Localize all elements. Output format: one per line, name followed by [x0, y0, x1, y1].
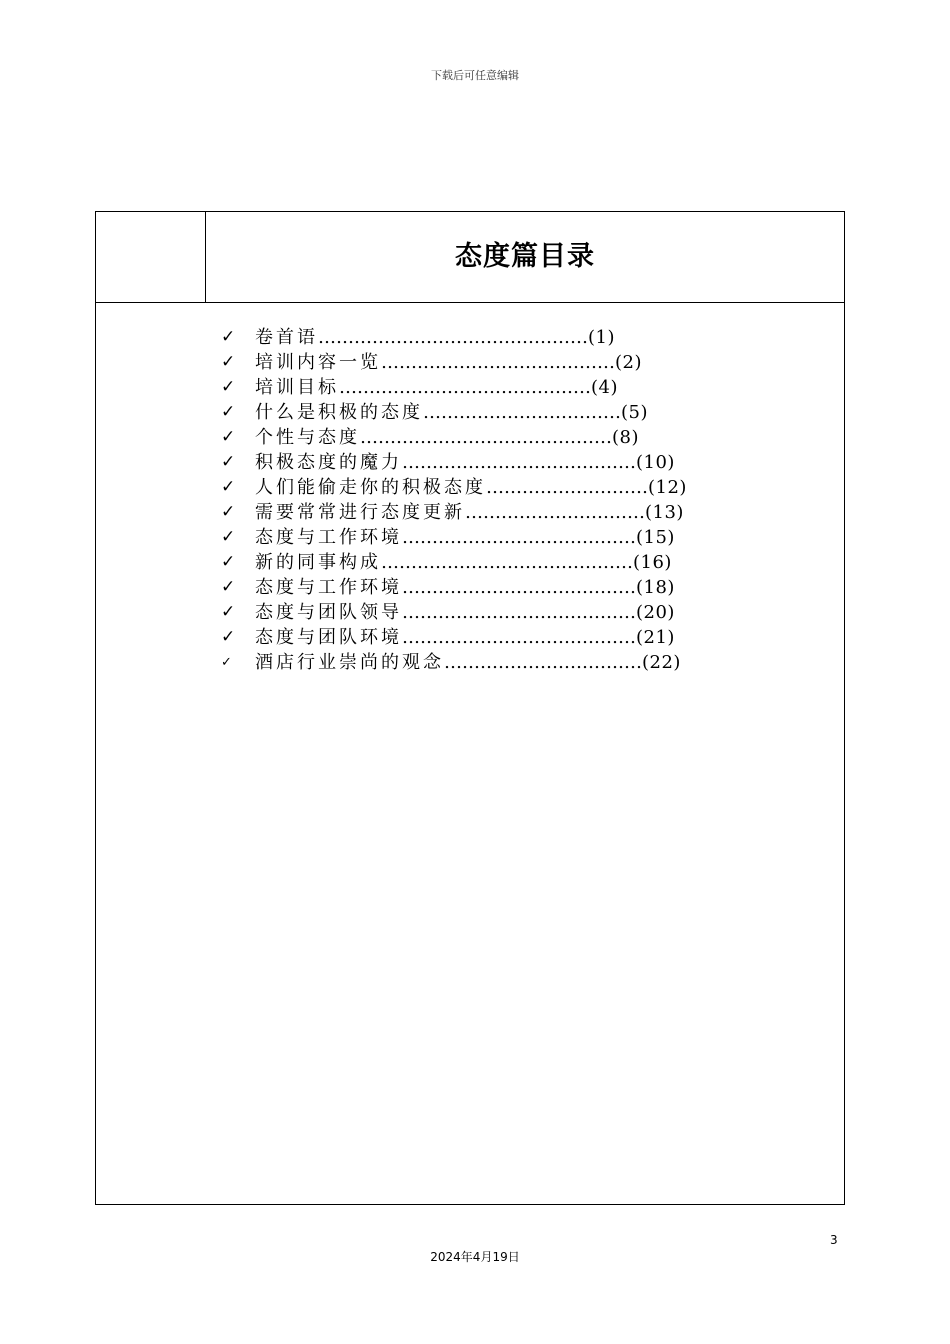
toc-label: 卷首语: [255, 327, 318, 348]
toc-label: 培训目标: [255, 377, 339, 398]
toc-leader: …………………………………: [381, 352, 615, 373]
checkmark-icon: ✓: [221, 452, 236, 472]
toc-leader: …………………………………: [402, 627, 636, 648]
table-of-contents: [221, 325, 741, 675]
toc-page: (18): [636, 577, 675, 598]
toc-item: [221, 450, 741, 475]
toc-leader: ……………………………………: [339, 377, 591, 398]
toc-leader: ……………………………: [423, 402, 621, 423]
toc-label: 态度与团队环境: [255, 627, 402, 648]
toc-page: (4): [591, 377, 618, 398]
checkmark-icon: ✓: [221, 402, 236, 422]
title-left-cell: [96, 212, 206, 302]
toc-label: 什么是积极的态度: [255, 402, 423, 423]
toc-item: [221, 400, 741, 425]
toc-page: (22): [642, 652, 681, 673]
toc-page: (12): [648, 477, 687, 498]
toc-page: (10): [636, 452, 675, 473]
toc-label: 新的同事构成: [255, 552, 381, 573]
toc-page: (5): [621, 402, 648, 423]
toc-item: [221, 650, 741, 675]
toc-leader: …………………………………: [402, 602, 636, 623]
toc-label: 培训内容一览: [255, 352, 381, 373]
toc-leader: …………………………: [465, 502, 645, 523]
title-row: [96, 212, 844, 303]
toc-item: [221, 500, 741, 525]
checkmark-icon: ✓: [221, 655, 232, 670]
toc-item: [221, 325, 741, 350]
toc-page: (20): [636, 602, 675, 623]
toc-page: (21): [636, 627, 675, 648]
checkmark-icon: ✓: [221, 477, 236, 497]
checkmark-icon: ✓: [221, 502, 236, 522]
toc-label: 态度与工作环境: [255, 527, 402, 548]
toc-leader: ……………………………………: [381, 552, 633, 573]
checkmark-icon: ✓: [221, 552, 236, 572]
toc-item: [221, 475, 741, 500]
toc-leader: ……………………………………: [360, 427, 612, 448]
toc-label: 酒店行业崇尚的观念: [255, 652, 444, 673]
checkmark-icon: ✓: [221, 427, 236, 447]
toc-page: (16): [633, 552, 672, 573]
toc-leader: ……………………………: [444, 652, 642, 673]
toc-label: 态度与团队领导: [255, 602, 402, 623]
toc-page: (13): [645, 502, 684, 523]
toc-page: (2): [615, 352, 642, 373]
page-title: 态度篇目录: [455, 241, 595, 272]
checkmark-icon: ✓: [221, 327, 236, 347]
toc-item: [221, 425, 741, 450]
checkmark-icon: ✓: [221, 352, 236, 372]
toc-item: [221, 625, 741, 650]
toc-leader: …………………………………: [402, 577, 636, 598]
checkmark-icon: ✓: [221, 627, 236, 647]
toc-leader: …………………………………: [402, 527, 636, 548]
toc-item: [221, 600, 741, 625]
checkmark-icon: ✓: [221, 377, 236, 397]
checkmark-icon: ✓: [221, 577, 236, 597]
toc-item: [221, 550, 741, 575]
footer-date: 2024年4月19日: [430, 1250, 520, 1264]
toc-label: 态度与工作环境: [255, 577, 402, 598]
toc-leader: ………………………: [486, 477, 648, 498]
toc-frame: [95, 211, 845, 1205]
header-note: 下载后可任意编辑: [431, 69, 519, 82]
toc-item: [221, 575, 741, 600]
checkmark-icon: ✓: [221, 602, 236, 622]
toc-item: [221, 375, 741, 400]
toc-label: 积极态度的魔力: [255, 452, 402, 473]
toc-item: [221, 350, 741, 375]
toc-page: (15): [636, 527, 675, 548]
toc-label: 人们能偷走你的积极态度: [255, 477, 486, 498]
checkmark-icon: ✓: [221, 527, 236, 547]
toc-leader: …………………………………: [402, 452, 636, 473]
toc-label: 需要常常进行态度更新: [255, 502, 465, 523]
toc-page: (1): [588, 327, 615, 348]
toc-label: 个性与态度: [255, 427, 360, 448]
page-number: 3: [830, 1233, 838, 1247]
toc-item: [221, 525, 741, 550]
toc-leader: ………………………………………: [318, 327, 588, 348]
toc-page: (8): [612, 427, 639, 448]
